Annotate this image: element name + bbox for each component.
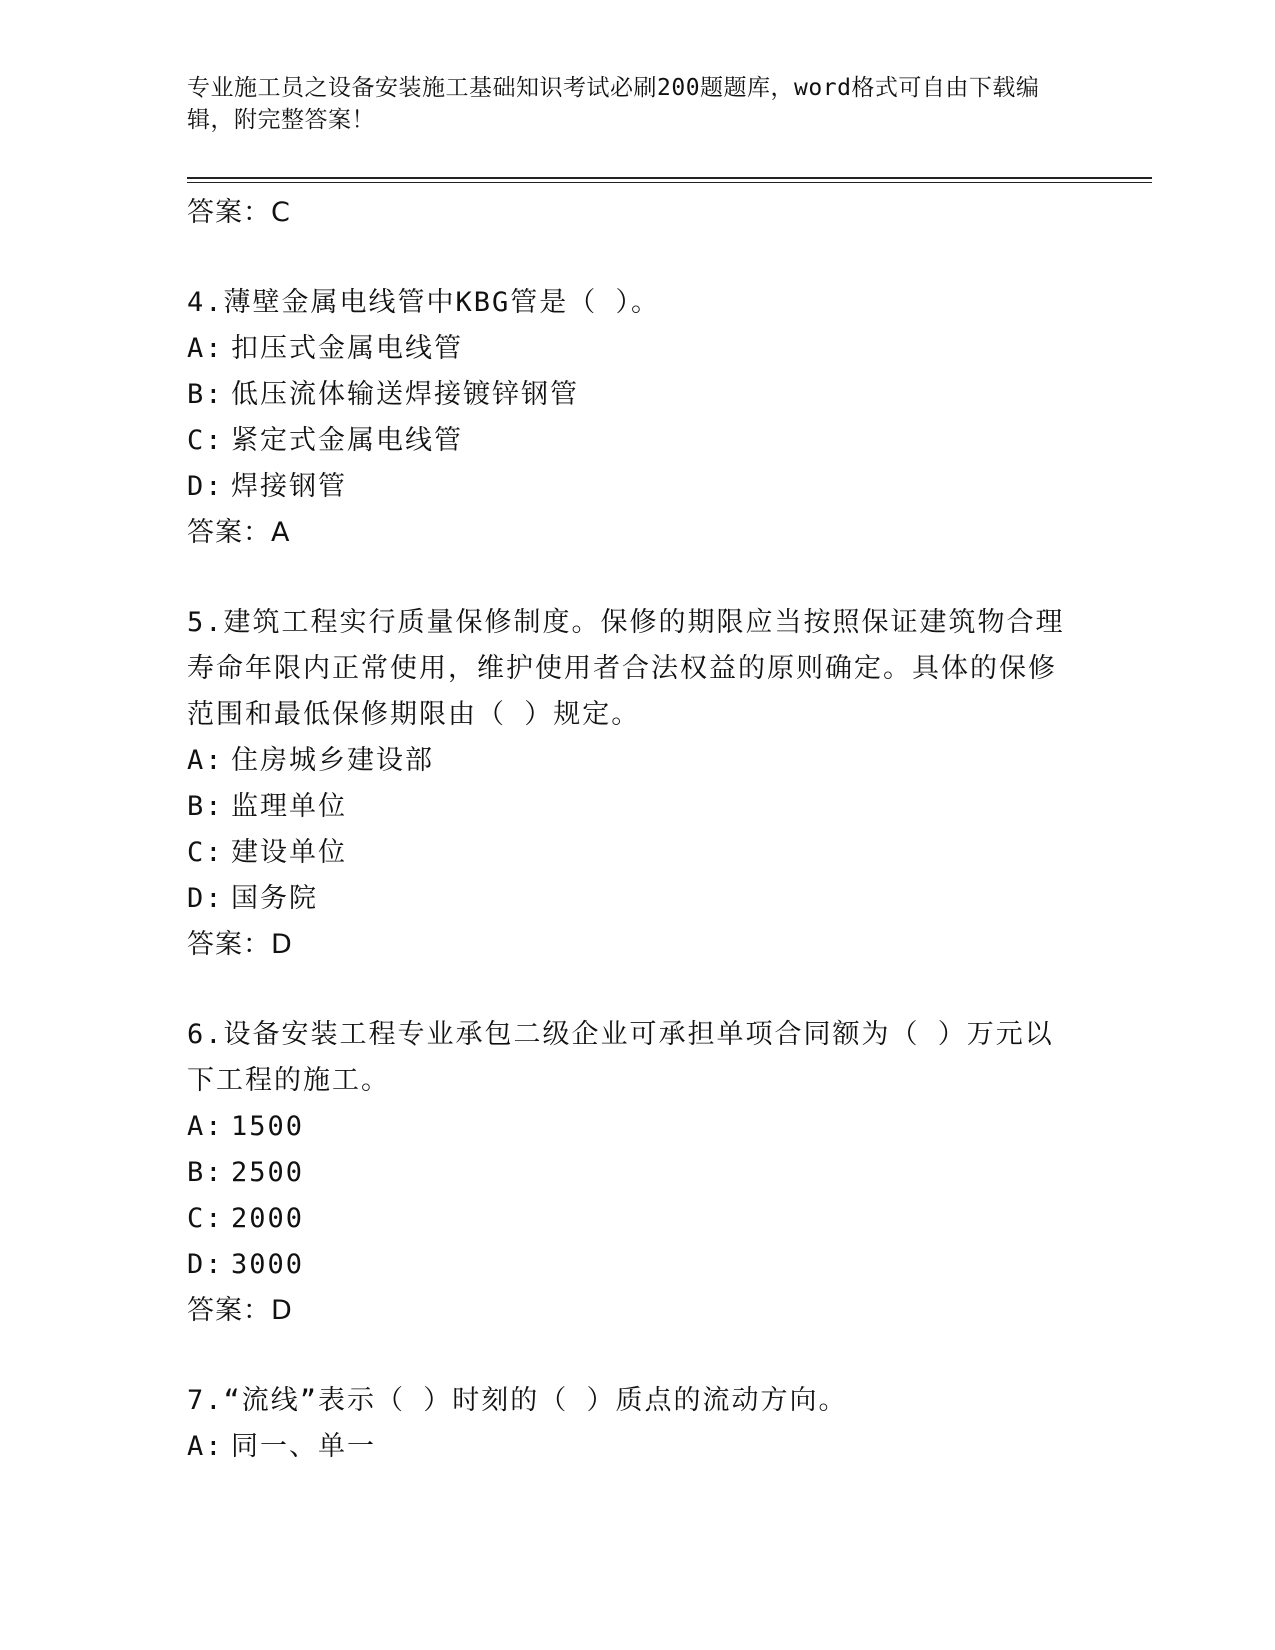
option-letter: A: <box>187 333 224 364</box>
option-b <box>187 372 1077 418</box>
question-list <box>187 190 1077 1470</box>
option-text: 2500 <box>231 1157 305 1188</box>
option-text: 1500 <box>231 1111 305 1142</box>
option-text: 监理单位 <box>231 791 347 822</box>
option-b <box>187 1150 1077 1196</box>
option-letter: D: <box>187 1249 224 1280</box>
answer-line: 答案：A <box>187 517 291 548</box>
question-item <box>187 1012 1077 1334</box>
question-item <box>187 600 1077 968</box>
option-c <box>187 830 1077 876</box>
option-letter: D: <box>187 883 224 914</box>
header-rule-thick <box>187 177 1152 179</box>
answer-line: 答案：C <box>187 197 291 228</box>
option-letter: A: <box>187 1431 224 1462</box>
option-text: 紧定式金属电线管 <box>231 425 463 456</box>
option-text: 住房城乡建设部 <box>231 745 434 776</box>
option-c <box>187 418 1077 464</box>
option-letter: B: <box>187 791 224 822</box>
option-d <box>187 876 1077 922</box>
answer-line: 答案：D <box>187 929 293 960</box>
question-text: 4.薄壁金属电线管中KBG管是（ ）。 <box>187 287 661 318</box>
option-text: 国务院 <box>231 883 318 914</box>
option-text: 焊接钢管 <box>231 471 347 502</box>
question-text: 5.建筑工程实行质量保修制度。保修的期限应当按照保证建筑物合理寿命年限内正常使用，维护使用者合法权益的原则确定。具体的保修范围和最低保修期限由（ ）规定。 <box>187 607 1065 730</box>
option-letter: A: <box>187 1111 224 1142</box>
question-text: 6.设备安装工程专业承包二级企业可承担单项合同额为（ ）万元以下工程的施工。 <box>187 1019 1054 1096</box>
option-text: 3000 <box>231 1249 305 1280</box>
option-letter: A: <box>187 745 224 776</box>
option-letter: B: <box>187 379 224 410</box>
question-item <box>187 280 1077 556</box>
option-letter: C: <box>187 1203 224 1234</box>
document-header: 专业施工员之设备安装施工基础知识考试必刷200题题库，word格式可自由下载编辑，附完整答案！ <box>187 75 1040 133</box>
option-letter: C: <box>187 425 224 456</box>
option-text: 2000 <box>231 1203 305 1234</box>
option-text: 建设单位 <box>231 837 347 868</box>
option-a <box>187 1104 1077 1150</box>
header-rule-thin <box>187 182 1152 183</box>
option-text: 扣压式金属电线管 <box>231 333 463 364</box>
option-letter: D: <box>187 471 224 502</box>
option-d <box>187 464 1077 510</box>
option-letter: C: <box>187 837 224 868</box>
option-a <box>187 1424 1077 1470</box>
question-item <box>187 1378 1077 1470</box>
option-a <box>187 738 1077 784</box>
option-text: 低压流体输送焊接镀锌钢管 <box>231 379 579 410</box>
option-b <box>187 784 1077 830</box>
question-text: 7.“流线”表示（ ）时刻的（ ）质点的流动方向。 <box>187 1385 848 1416</box>
answer-line: 答案：D <box>187 1295 293 1326</box>
option-a <box>187 326 1077 372</box>
option-letter: B: <box>187 1157 224 1188</box>
option-text: 同一、单一 <box>231 1431 376 1462</box>
option-d <box>187 1242 1077 1288</box>
option-c <box>187 1196 1077 1242</box>
